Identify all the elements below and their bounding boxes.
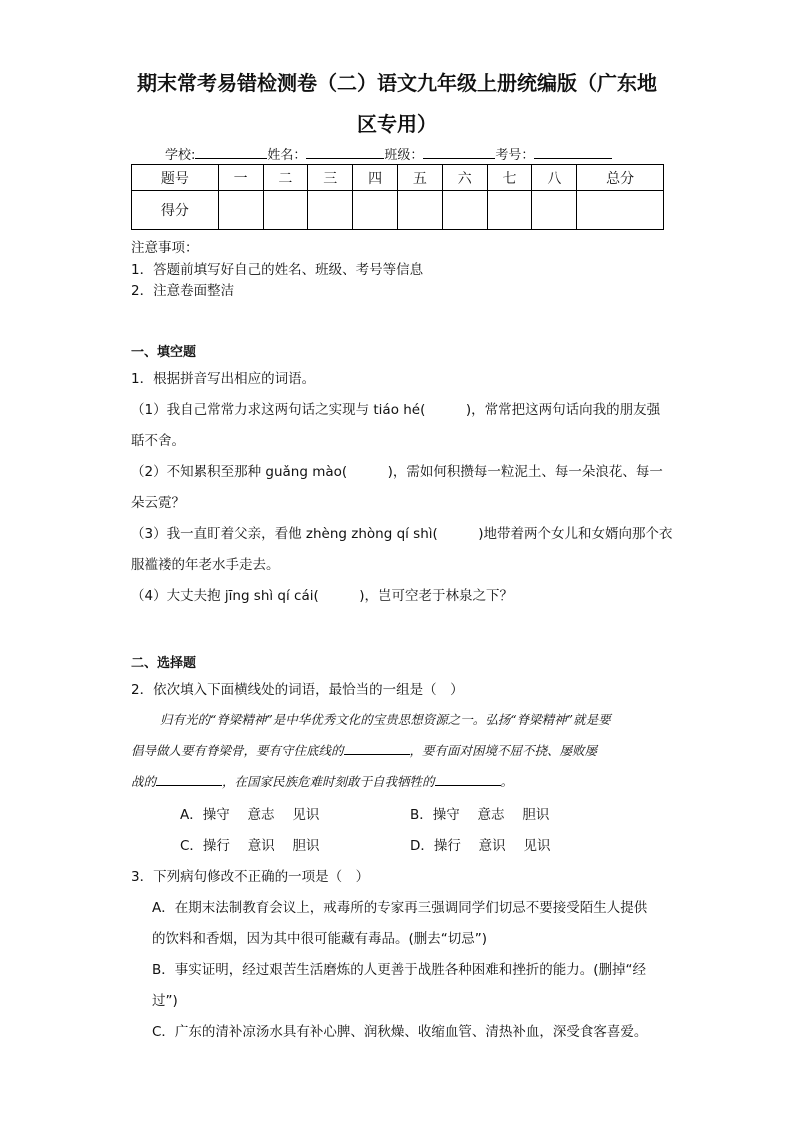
score-cell[interactable]: [532, 191, 577, 230]
option-b-line[interactable]: B．事实证明，经过艰苦生活磨炼的人更善于战胜各种困难和挫折的能力。(删掉“经: [152, 962, 647, 978]
exam-title-line2: 区专用）: [357, 112, 437, 136]
score-header-cell: 二: [263, 165, 308, 191]
exam-title-line1: 期末常考易错检测卷（二）语文九年级上册统编版（广东地: [137, 71, 657, 95]
score-header-cell: 一: [218, 165, 263, 191]
score-cell[interactable]: [577, 191, 664, 230]
question-stem: 1．根据拼音写出相应的词语。: [131, 371, 316, 387]
score-header-cell: 八: [532, 165, 577, 191]
question-line: （4）大丈夫抱 jīng shì qí cái( )，岂可空老于林泉之下？: [131, 588, 514, 604]
exam-no-blank[interactable]: [534, 144, 612, 159]
notice-item: 1．答题前填写好自己的姓名、班级、考号等信息: [131, 262, 424, 278]
option-c-line[interactable]: C．广东的清补凉汤水具有补心脾、润秋燥、收缩血管、清热补血，深受食客喜爱。: [152, 1024, 648, 1040]
school-label: 学校:: [165, 148, 196, 163]
question-stem: 3．下列病句修改不正确的一项是（ ）: [131, 869, 370, 885]
name-blank[interactable]: [306, 144, 384, 159]
option-c[interactable]: C．操行 意识 胆识: [180, 838, 320, 854]
question-line: 聒不舍。: [131, 433, 185, 449]
student-info-line: [165, 144, 612, 163]
option-d[interactable]: D．操行 意识 见识: [410, 838, 551, 854]
score-cell[interactable]: [263, 191, 308, 230]
answer-blank[interactable]: [156, 773, 222, 786]
option-a-line[interactable]: A．在期末法制教育会议上，戒毒所的专家再三强调同学们切忌不要接受陌生人提供: [152, 900, 648, 916]
score-header-cell: 六: [442, 165, 487, 191]
section-heading: 一、填空题: [131, 345, 197, 360]
question-line: 服褴褛的年老水手走去。: [131, 557, 280, 573]
question-line: （2）不知累积至那种 guǎng mào( )，需如何积攒每一粒泥土、每一朵浪花、每一: [131, 464, 663, 480]
section-heading: 二、选择题: [131, 656, 197, 671]
score-header-cell: 七: [487, 165, 532, 191]
score-table: [131, 164, 664, 230]
score-row-label: 得分: [132, 191, 219, 230]
score-cell[interactable]: [353, 191, 398, 230]
answer-blank[interactable]: [435, 773, 501, 786]
answer-blank[interactable]: [344, 742, 410, 755]
exam-no-label: 考号：: [495, 148, 535, 163]
class-label: 班级：: [384, 148, 424, 163]
option-b-line[interactable]: 过”): [152, 993, 178, 1009]
score-header-cell: 四: [353, 165, 398, 191]
question-line: （3）我一直盯着父亲，看他 zhèng zhòng qí shì( )地带着两个女儿和女婿向那个衣: [131, 526, 673, 542]
score-cell[interactable]: [218, 191, 263, 230]
option-a-line[interactable]: 的饮料和香烟，因为其中很可能藏有毒品。(删去“切忌”): [152, 931, 488, 947]
score-cell[interactable]: [397, 191, 442, 230]
name-label: 姓名：: [267, 148, 307, 163]
score-cell[interactable]: [308, 191, 353, 230]
passage-line: 倡导做人要有脊梁骨，要有守住底线的 ，要有面对困境不屈不挠、屡败屡: [131, 743, 598, 758]
score-table-score-row: [132, 191, 664, 230]
school-blank[interactable]: [195, 144, 267, 159]
score-header-cell: 题号: [132, 165, 219, 191]
class-blank[interactable]: [423, 144, 495, 159]
passage-line: 归有光的“脊梁精神”是中华优秀文化的宝贵思想资源之一。弘扬“脊梁精神”就是要: [160, 712, 611, 727]
question-line: 朵云霓？: [131, 495, 185, 511]
score-cell[interactable]: [487, 191, 532, 230]
score-table-header-row: [132, 165, 664, 191]
passage-line: 战的 ，在国家民族危难时刻敢于自我牺牲的 。: [131, 774, 514, 789]
notice-item: 2．注意卷面整洁: [131, 283, 235, 299]
score-header-cell: 总分: [577, 165, 664, 191]
notice-heading: 注意事项：: [131, 240, 199, 256]
score-cell[interactable]: [442, 191, 487, 230]
question-stem: 2．依次填入下面横线处的词语，最恰当的一组是（ ）: [131, 682, 464, 698]
score-header-cell: 三: [308, 165, 353, 191]
score-header-cell: 五: [397, 165, 442, 191]
question-line: （1）我自己常常力求这两句话之实现与 tiáo hé( )，常常把这两句话向我的朋友强: [131, 402, 661, 418]
option-b[interactable]: B．操守 意志 胆识: [410, 807, 550, 823]
option-a[interactable]: A．操守 意志 见识: [180, 807, 320, 823]
